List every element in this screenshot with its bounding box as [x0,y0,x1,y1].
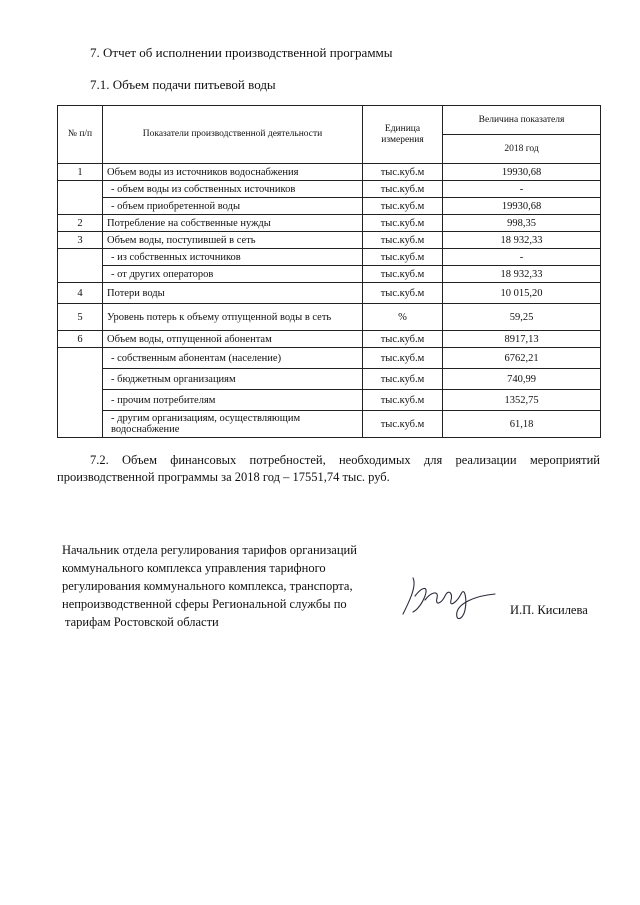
row-value: 998,35 [443,215,601,232]
row-unit: тыс.куб.м [363,215,443,232]
table-row [58,331,601,348]
table-row [58,198,601,215]
row-value: 10 015,20 [443,283,601,304]
table-row [58,164,601,181]
row-label: Объем воды, отпущенной абонентам [103,331,363,348]
row-num-empty [58,181,103,215]
row-label: - прочим потребителям [103,390,363,411]
row-label: - объем воды из собственных источников [103,181,363,198]
row-value: - [443,181,601,198]
row-label: Потребление на собственные нужды [103,215,363,232]
row-value: - [443,249,601,266]
row-unit: тыс.куб.м [363,181,443,198]
row-value: 19930,68 [443,198,601,215]
row-value: 59,25 [443,304,601,331]
row-label: - от других операторов [103,266,363,283]
row-label: - собственным абонентам (население) [103,348,363,369]
row-label: Объем воды, поступившей в сеть [103,232,363,249]
row-value: 6762,21 [443,348,601,369]
section-7-heading: 7. Отчет об исполнении производственной программы [90,45,393,60]
row-unit: тыс.куб.м [363,249,443,266]
water-supply-table [57,105,601,438]
signatory-line: коммунального комплекса управления тарифного [62,561,326,575]
row-unit: тыс.куб.м [363,411,443,438]
table-row [58,181,601,198]
row-value: 18 932,33 [443,266,601,283]
table-row [58,348,601,369]
handwritten-signature [395,566,505,626]
row-label: Потери воды [103,283,363,304]
row-value: 740,99 [443,369,601,390]
row-unit: тыс.куб.м [363,369,443,390]
table-row [58,215,601,232]
row-value: 8917,13 [443,331,601,348]
row-value: 19930,68 [443,164,601,181]
signatory-line: тарифам Ростовской области [65,615,219,629]
row-label: - объем приобретенной воды [103,198,363,215]
signatory-line: непроизводственной сферы Региональной службы по [62,597,347,611]
table-row [58,411,601,438]
table-row [58,369,601,390]
header-year: 2018 год [443,135,601,164]
table-row [58,266,601,283]
row-unit: тыс.куб.м [363,331,443,348]
header-value: Величина показателя [443,106,601,135]
signatory-name: И.П. Кисилева [510,603,588,617]
row-value: 1352,75 [443,390,601,411]
row-value: 18 932,33 [443,232,601,249]
row-num: 3 [58,232,103,249]
row-num: 5 [58,304,103,331]
row-num-empty [58,249,103,283]
row-label: Уровень потерь к объему отпущенной воды в сеть [103,304,363,331]
table-row [58,232,601,249]
row-num-empty [58,348,103,438]
row-unit: тыс.куб.м [363,390,443,411]
signatory-line: регулирования коммунального комплекса, транспорта, [62,579,353,593]
signatory-block [62,541,392,631]
row-label: - из собственных источников [103,249,363,266]
section-71-heading: 7.1. Объем подачи питьевой воды [90,77,276,92]
row-num: 1 [58,164,103,181]
row-label: - другим организациям, осуществляющим водоснабжение [103,411,363,438]
table-row [58,304,601,331]
row-label: Объем воды из источников водоснабжения [103,164,363,181]
row-unit: % [363,304,443,331]
table-row [58,283,601,304]
row-num: 4 [58,283,103,304]
row-num: 6 [58,331,103,348]
row-value: 61,18 [443,411,601,438]
financial-needs-paragraph: 7.2. Объем финансовых потребностей, необходимых для реализации мероприятий производственной программы за 2018 год – 17551,74 тыс. руб. [57,453,600,484]
row-unit: тыс.куб.м [363,164,443,181]
row-unit: тыс.куб.м [363,266,443,283]
row-unit: тыс.куб.м [363,283,443,304]
header-indicator: Показатели производственной деятельности [103,106,363,164]
row-num: 2 [58,215,103,232]
signatory-line: Начальник отдела регулирования тарифов организаций [62,543,357,557]
row-label: - бюджетным организациям [103,369,363,390]
row-unit: тыс.куб.м [363,198,443,215]
table-row [58,390,601,411]
table-row [58,249,601,266]
header-unit: Единица измерения [363,106,443,164]
row-unit: тыс.куб.м [363,232,443,249]
row-unit: тыс.куб.м [363,348,443,369]
header-num: № п/п [58,106,103,164]
